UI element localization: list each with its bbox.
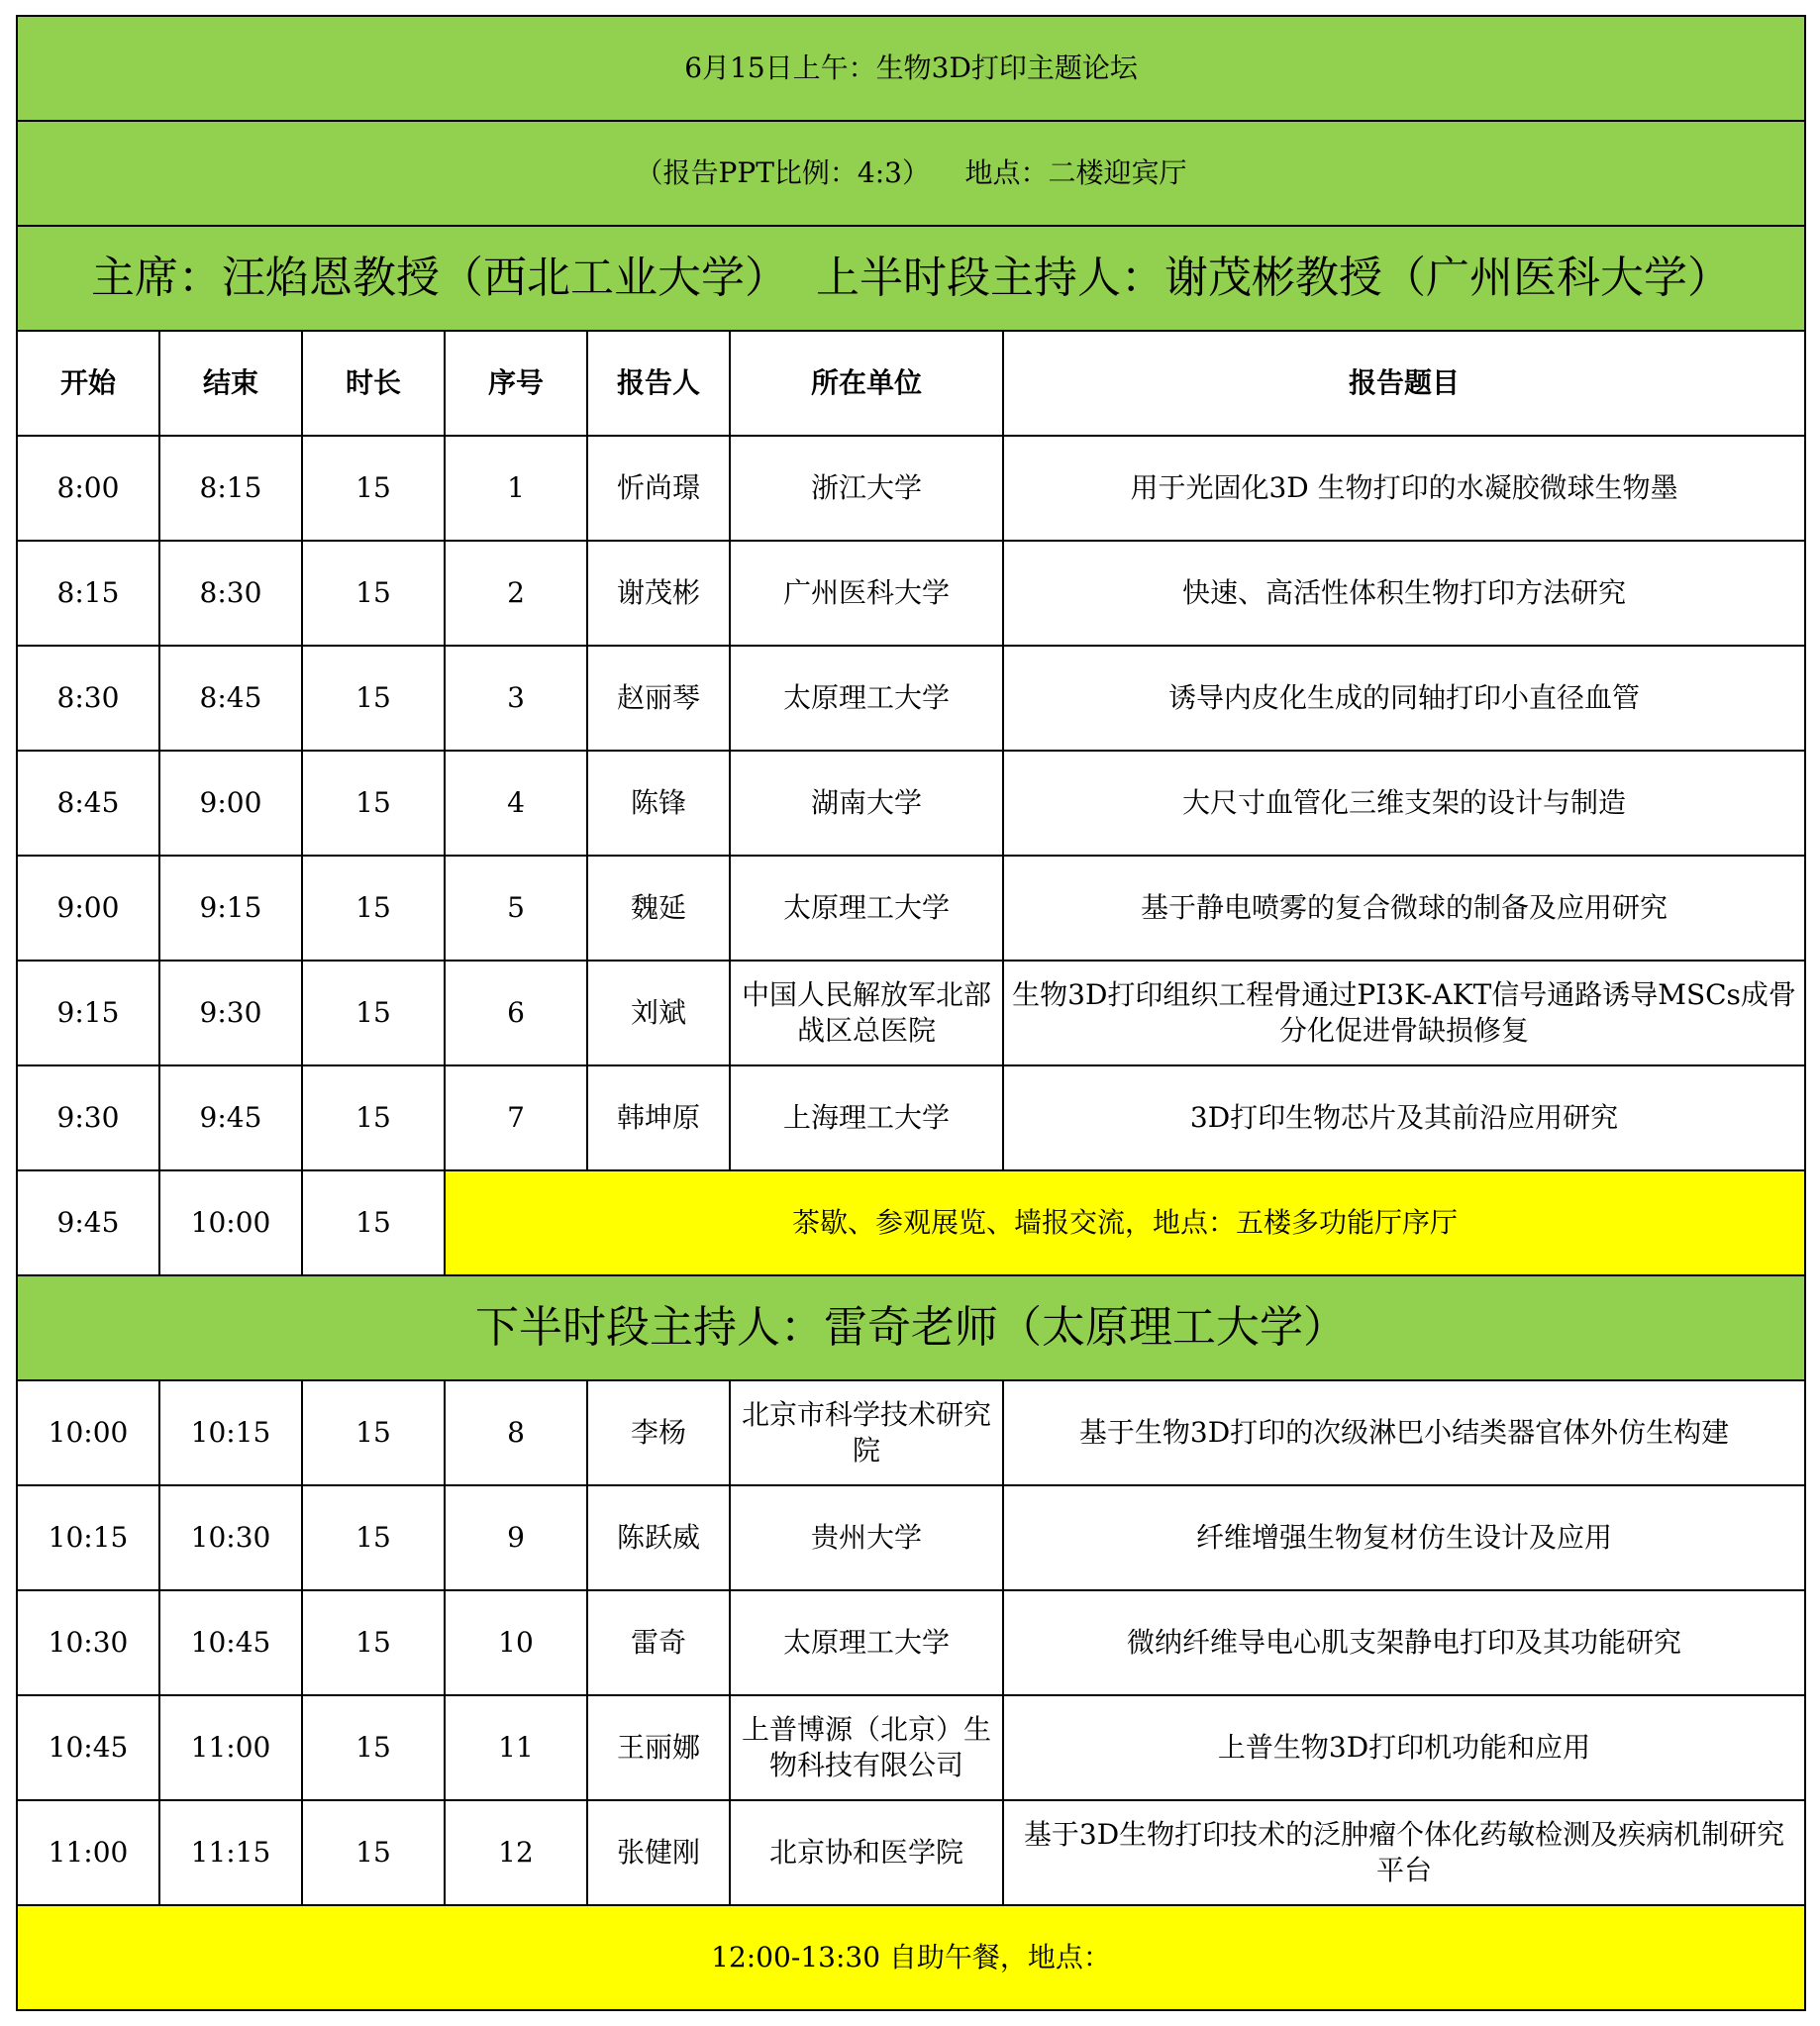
duration: 15 [302, 856, 445, 961]
organization: 中国人民解放军北部战区总医院 [730, 961, 1003, 1065]
speaker-name: 李杨 [587, 1380, 730, 1485]
report-number: 11 [445, 1695, 587, 1800]
end-time: 11:00 [159, 1695, 302, 1800]
speaker-name: 刘斌 [587, 961, 730, 1065]
duration: 15 [302, 751, 445, 856]
speaker-name: 雷奇 [587, 1590, 730, 1695]
report-topic: 生物3D打印组织工程骨通过PI3K-AKT信号通路诱导MSCs成骨分化促进骨缺损修复 [1003, 961, 1805, 1065]
duration: 15 [302, 1800, 445, 1905]
start-time: 8:00 [17, 436, 159, 541]
duration: 15 [302, 1695, 445, 1800]
organization: 太原理工大学 [730, 856, 1003, 961]
report-number: 7 [445, 1065, 587, 1170]
start-time: 10:00 [17, 1380, 159, 1485]
report-number: 12 [445, 1800, 587, 1905]
start-time: 10:30 [17, 1590, 159, 1695]
duration: 15 [302, 1170, 445, 1275]
organization: 上普博源（北京）生物科技有限公司 [730, 1695, 1003, 1800]
report-number: 8 [445, 1380, 587, 1485]
end-time: 8:30 [159, 541, 302, 646]
end-time: 9:15 [159, 856, 302, 961]
end-time: 10:15 [159, 1380, 302, 1485]
start-time: 8:30 [17, 646, 159, 751]
end-time: 10:30 [159, 1485, 302, 1590]
report-number: 10 [445, 1590, 587, 1695]
schedule-row [17, 856, 1805, 961]
start-time: 11:00 [17, 1800, 159, 1905]
host2-line: 下半时段主持人：雷奇老师（太原理工大学） [17, 1275, 1805, 1380]
organization: 北京市科学技术研究院 [730, 1380, 1003, 1485]
report-number: 3 [445, 646, 587, 751]
end-time: 8:45 [159, 646, 302, 751]
header-organization: 所在单位 [730, 331, 1003, 436]
report-topic: 基于3D生物打印技术的泛肿瘤个体化药敏检测及疾病机制研究平台 [1003, 1800, 1805, 1905]
organization: 北京协和医学院 [730, 1800, 1003, 1905]
speaker-name: 谢茂彬 [587, 541, 730, 646]
schedule-row [17, 1695, 1805, 1800]
report-number: 9 [445, 1485, 587, 1590]
schedule-row [17, 1485, 1805, 1590]
schedule-row [17, 1065, 1805, 1170]
report-number: 6 [445, 961, 587, 1065]
report-topic: 纤维增强生物复材仿生设计及应用 [1003, 1485, 1805, 1590]
forum-subtitle: （报告PPT比例：4:3） 地点：二楼迎宾厅 [17, 121, 1805, 226]
report-topic: 诱导内皮化生成的同轴打印小直径血管 [1003, 646, 1805, 751]
duration: 15 [302, 1065, 445, 1170]
report-topic: 上普生物3D打印机功能和应用 [1003, 1695, 1805, 1800]
organization: 湖南大学 [730, 751, 1003, 856]
speaker-name: 陈跃威 [587, 1485, 730, 1590]
speaker-name: 赵丽琴 [587, 646, 730, 751]
speaker-name: 忻尚璟 [587, 436, 730, 541]
schedule-body [17, 16, 1805, 2010]
lunch-notice: 12:00-13:30 自助午餐，地点： [17, 1905, 1805, 2010]
header-start: 开始 [17, 331, 159, 436]
schedule-row [17, 1380, 1805, 1485]
end-time: 8:15 [159, 436, 302, 541]
schedule-row [17, 646, 1805, 751]
header-row [17, 331, 1805, 436]
header-topic: 报告题目 [1003, 331, 1805, 436]
duration: 15 [302, 1380, 445, 1485]
report-number: 1 [445, 436, 587, 541]
speaker-name: 魏延 [587, 856, 730, 961]
start-time: 10:15 [17, 1485, 159, 1590]
schedule-row [17, 1590, 1805, 1695]
start-time: 9:15 [17, 961, 159, 1065]
report-number: 2 [445, 541, 587, 646]
header-number: 序号 [445, 331, 587, 436]
organization: 太原理工大学 [730, 1590, 1003, 1695]
duration: 15 [302, 436, 445, 541]
organization: 贵州大学 [730, 1485, 1003, 1590]
chair-line: 主席：汪焰恩教授（西北工业大学） 上半时段主持人：谢茂彬教授（广州医科大学） [17, 226, 1805, 331]
header-speaker: 报告人 [587, 331, 730, 436]
speaker-name: 陈锋 [587, 751, 730, 856]
schedule-row [17, 541, 1805, 646]
header-end: 结束 [159, 331, 302, 436]
end-time: 10:45 [159, 1590, 302, 1695]
report-topic: 微纳纤维导电心肌支架静电打印及其功能研究 [1003, 1590, 1805, 1695]
schedule-row [17, 1800, 1805, 1905]
report-number: 5 [445, 856, 587, 961]
schedule-row [17, 751, 1805, 856]
break-row [17, 1170, 1805, 1275]
start-time: 8:15 [17, 541, 159, 646]
report-number: 4 [445, 751, 587, 856]
report-topic: 基于生物3D打印的次级淋巴小结类器官体外仿生构建 [1003, 1380, 1805, 1485]
end-time: 9:00 [159, 751, 302, 856]
speaker-name: 韩坤原 [587, 1065, 730, 1170]
start-time: 8:45 [17, 751, 159, 856]
end-time: 9:45 [159, 1065, 302, 1170]
organization: 太原理工大学 [730, 646, 1003, 751]
speaker-name: 王丽娜 [587, 1695, 730, 1800]
report-topic: 用于光固化3D 生物打印的水凝胶微球生物墨 [1003, 436, 1805, 541]
speaker-name: 张健刚 [587, 1800, 730, 1905]
start-time: 9:00 [17, 856, 159, 961]
report-topic: 大尺寸血管化三维支架的设计与制造 [1003, 751, 1805, 856]
duration: 15 [302, 961, 445, 1065]
break-description: 茶歇、参观展览、墙报交流，地点：五楼多功能厅序厅 [445, 1170, 1805, 1275]
duration: 15 [302, 541, 445, 646]
report-topic: 3D打印生物芯片及其前沿应用研究 [1003, 1065, 1805, 1170]
start-time: 10:45 [17, 1695, 159, 1800]
header-duration: 时长 [302, 331, 445, 436]
organization: 浙江大学 [730, 436, 1003, 541]
schedule-table [16, 15, 1806, 2011]
duration: 15 [302, 1590, 445, 1695]
report-topic: 快速、高活性体积生物打印方法研究 [1003, 541, 1805, 646]
schedule-row [17, 961, 1805, 1065]
duration: 15 [302, 1485, 445, 1590]
end-time: 10:00 [159, 1170, 302, 1275]
start-time: 9:45 [17, 1170, 159, 1275]
end-time: 11:15 [159, 1800, 302, 1905]
forum-title: 6月15日上午：生物3D打印主题论坛 [17, 16, 1805, 121]
organization: 上海理工大学 [730, 1065, 1003, 1170]
schedule-row [17, 436, 1805, 541]
organization: 广州医科大学 [730, 541, 1003, 646]
start-time: 9:30 [17, 1065, 159, 1170]
duration: 15 [302, 646, 445, 751]
report-topic: 基于静电喷雾的复合微球的制备及应用研究 [1003, 856, 1805, 961]
end-time: 9:30 [159, 961, 302, 1065]
